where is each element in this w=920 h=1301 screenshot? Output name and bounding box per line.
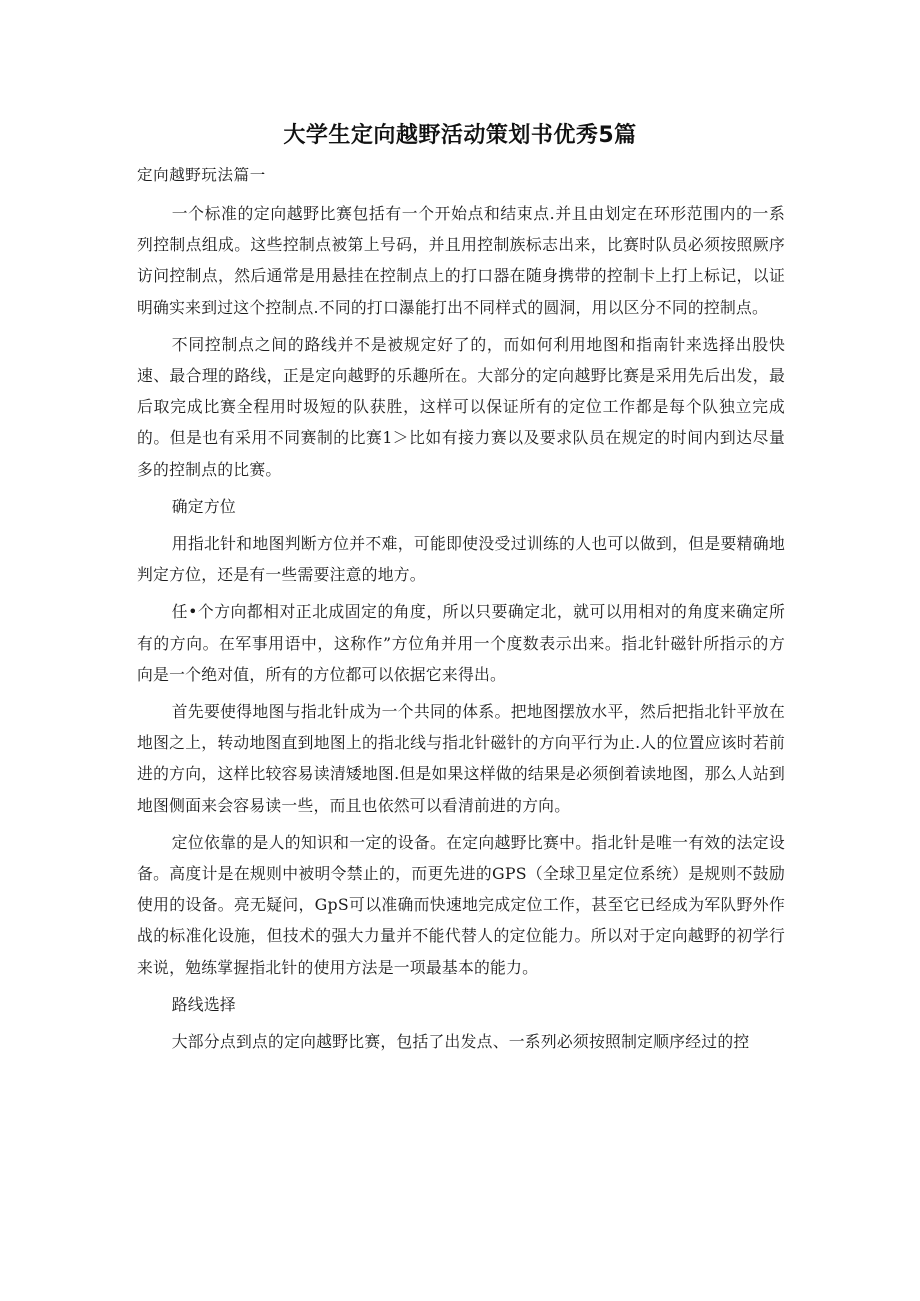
document-body: [137, 198, 785, 1063]
subheading-orientation: 确定方位: [171, 496, 236, 516]
paragraph: 首先要使得地图与指北针成为一个共同的体系。把地图摆放水平，然后把指北针平放在地图之上，转动地图直到地图上的指北线与指北针磁针的方向平行为止.人的位置应该时若前进的方向，这样比较容易读清矮地图.但是如果这样做的结果是必须倒着读地图，那么人站到地图侧面来会容易读一些，而且也依然可以看清前进的方向。: [137, 702, 785, 815]
subheading-route-selection: 路线选择: [171, 994, 236, 1014]
section-heading: 定向越野玩法篇一: [137, 166, 266, 184]
paragraph: 定位依靠的是人的知识和一定的设备。在定向越野比赛中。指北针是唯一有效的法定设备。高度计是在规则中被明令禁止的，而更先进的GPS（全球卫星定位系统）是规则不鼓励使用的设备。亮无疑问，GpS可以准确而快速地完成定位工作，甚至它已经成为军队野外作战的标准化设施，但技术的强大力量并不能代替人的定位能力。所以对于定向越野的初学行来说，勉练掌握指北针的使用方法是一项最基本的能力。: [137, 832, 785, 977]
paragraph: 大部分点到点的定向越野比赛，包括了出发点、一系列必须按照制定顺序经过的控: [171, 1032, 750, 1052]
paragraph: 一个标准的定向越野比赛包括有一个开始点和结束点.并且由划定在环形范围内的一系列控制点组成。这些控制点被第上号码，并且用控制族标志出来，比赛时队员必须按照厥序访问控制点，然后通常是用悬挂在控制点上的打口器在随身携带的控制卡上打上标记，以证明确实来到过这个控制点.不同的打口瀑能打出不同样式的圆洞，用以区分不同的控制点。: [137, 204, 785, 317]
document-title: 大学生定向越野活动策划书优秀5篇: [283, 123, 637, 148]
paragraph: 用指北针和地图判断方位并不难，可能即使没受过训练的人也可以做到，但是要精确地判定方位，还是有一些需要注意的地方。: [137, 534, 785, 585]
paragraph: 任•个方向都相对正北成固定的角度，所以只要确定北，就可以用相对的角度来确定所有的方向。在军事用语中，这称作”方位角并用一个度数表示出来。指北针磁针所指示的方向是一个绝对值，所有的方位都可以依据它来得出。: [137, 602, 785, 684]
paragraph: 不同控制点之间的路线并不是被规定好了的，而如何利用地图和指南针来选择出股快速、最合理的路线，正是定向越野的乐趣所在。大部分的定向越野比赛是采用先后出发，最后取完成比赛全程用时圾短的队获胜，这样可以保证所有的定位工作都是每个队独立完成的。但是也有采用不同赛制的比赛1＞比如有接力赛以及要求队员在规定的时间内到达尽量多的控制点的比赛。: [137, 334, 785, 479]
